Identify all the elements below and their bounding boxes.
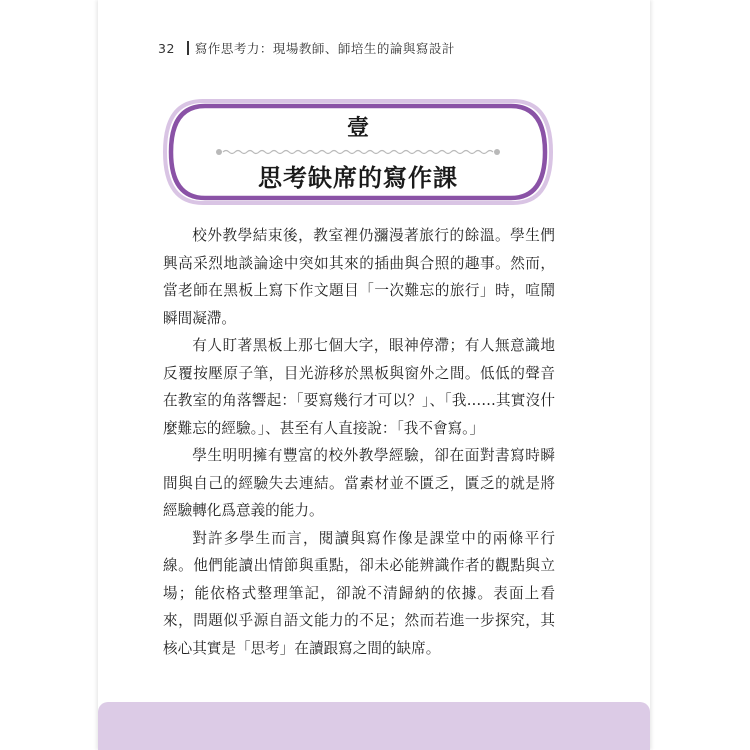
divider-dot-right bbox=[494, 149, 500, 155]
footer-band bbox=[98, 702, 650, 750]
paragraph: 學生明明擁有豐富的校外教學經驗，卻在面對書寫時瞬間與自己的經驗失去連結。當素材並不匱乏，匱乏的就是將經驗轉化爲意義的能力。 bbox=[163, 447, 555, 519]
chapter-title: 思考缺席的寫作課 bbox=[258, 164, 458, 192]
paragraph: 對許多學生而言，閱讀與寫作像是課堂中的兩條平行線。他們能讀出情節與重點，卻未必能辨識作者的觀點與立場；能依格式整理筆記，卻說不清歸納的依據。表面上看來，問題似乎源自語文能力的不足；然而若進一步探究，其核心其實是「思考」在讀跟寫之間的缺席。 bbox=[163, 529, 555, 657]
body-text bbox=[163, 222, 555, 662]
running-header bbox=[158, 38, 455, 58]
paragraph: 校外教學結束後，教室裡仍瀰漫著旅行的餘溫。學生們興高采烈地談論途中突如其來的插曲與合照的趣事。然而，當老師在黑板上寫下作文題目「一次難忘的旅行」時，喧鬧瞬間凝滯。 bbox=[163, 227, 555, 327]
wavy-divider bbox=[223, 151, 493, 154]
chapter-title-frame bbox=[163, 97, 553, 207]
book-title: 寫作思考力：現場教師、師培生的論與寫設計 bbox=[194, 41, 455, 56]
paragraph: 有人盯著黑板上那七個大字，眼神停滯；有人無意識地反覆按壓原子筆，目光游移於黑板與窗外之間。低低的聲音在教室的角落響起：「要寫幾行才可以？」、「我……其實沒什麼難忘的經驗。」、甚至有人直接說：「我不會寫。」 bbox=[163, 337, 555, 437]
page-number: 32 bbox=[158, 40, 175, 56]
divider-dot-left bbox=[216, 149, 222, 155]
chapter-number: 壹 bbox=[346, 116, 369, 141]
header-divider bbox=[187, 41, 189, 55]
